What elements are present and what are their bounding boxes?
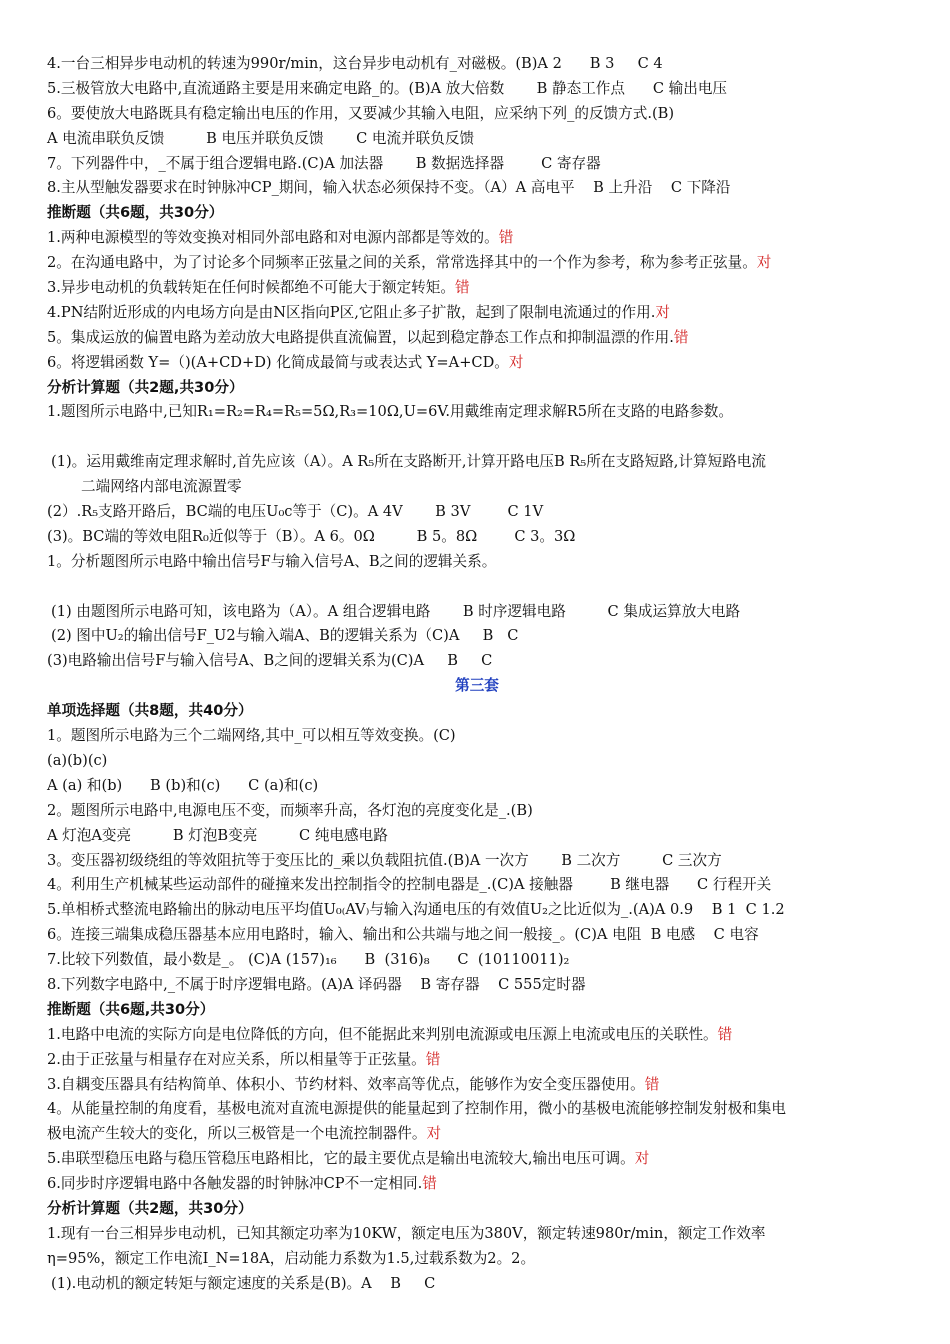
set-title [47, 674, 907, 699]
line-text: 5.三极管放大电路中,直流通路主要是用来确定电路_的。(B)A 放大倍数 B 静态工作点 C 输出电压 [47, 79, 728, 97]
section-heading [47, 376, 907, 401]
line-text: (3)。BC端的等效电阻R₀近似等于（B）。A 6。0Ω B 5。8Ω C 3。3Ω [47, 527, 576, 545]
text-line [47, 1122, 907, 1147]
text-line [47, 525, 907, 550]
section-heading [47, 201, 907, 226]
line-text: 1.电路中电流的实际方向是电位降低的方向，但不能据此来判别电流源或电压源上电流或电压的关联性。 [47, 1025, 718, 1043]
text-line [47, 450, 907, 475]
line-text: 5.串联型稳压电路与稳压管稳压电路相比，它的最主要优点是输出电流较大,输出电压可调。 [47, 1150, 635, 1168]
line-text: 4。利用生产机械某些运动部件的碰撞来发出控制指令的控制电器是_.(C)A 接触器 B 继电器 C 行程开关 [47, 876, 772, 894]
line-text: 8.下列数字电路中,_不属于时序逻辑电路。(A)A 译码器 B 寄存器 C 555定时器 [47, 975, 586, 993]
text-line [47, 226, 907, 251]
text-line [47, 873, 907, 898]
line-text: (2) 图中U₂的输出信号F_U2与输入端A、B的逻辑关系为（C)A B C [51, 627, 519, 645]
line-text: 6。将逻辑函数 Y=（)(A+CD+D) 化简成最简与或表达式 Y=A+CD。 [47, 353, 509, 371]
line-text: (3)电路输出信号F与输入信号A、B之间的逻辑关系为(C)A B C [47, 652, 493, 670]
text-line [47, 1222, 907, 1247]
section-heading [47, 1197, 907, 1222]
text-line [47, 749, 907, 774]
text-line [47, 1247, 907, 1272]
line-text: (1)。运用戴维南定理求解时,首先应该（A）。A R₅所在支路断开,计算开路电压B R₅所在支路短路,计算短路电流 [51, 453, 766, 471]
text-line [47, 475, 907, 500]
line-text: 4.一台三相异步电动机的转速为990r/min，这台异步电动机有_对磁极。(B)A 2 B 3 C 4 [47, 55, 663, 72]
line-text: 7.比较下列数值，最小数是_。 (C)A (157)₁₆ B (316)₈ C (10110011)₂ [47, 951, 570, 969]
line-text: A 灯泡A变亮 B 灯泡B变亮 C 纯电感电路 [47, 826, 388, 844]
line-text: 5。集成运放的偏置电路为差动放大电路提供直流偏置，以起到稳定静态工作点和抑制温漂的作用. [47, 328, 674, 346]
text-line [47, 550, 907, 575]
answer-mark: 错 [454, 279, 470, 297]
text-line [47, 1048, 907, 1073]
text-line [47, 799, 907, 824]
line-text: η=95%，额定工作电流I_N=18A，启动能力系数为1.5,过载系数为2。2。 [47, 1249, 536, 1267]
text-line [47, 500, 907, 525]
text-line [47, 127, 907, 152]
answer-mark: 错 [498, 229, 514, 247]
line-text: 6。连接三端集成稳压器基本应用电路时，输入、输出和公共端与地之间一般接_。(C)A 电阻 B 电感 C 电容 [47, 926, 759, 944]
answer-mark: 对 [426, 1125, 442, 1143]
line-text: 二端网络内部电流源置零 [81, 478, 242, 496]
line-text: 4。从能量控制的角度看，基极电流对直流电源提供的能量起到了控制作用，微小的基极电流能够控制发射极和集电 [47, 1100, 786, 1118]
text-line [47, 774, 907, 799]
line-text: 1.现有一台三相异步电动机，已知其额定功率为10KW，额定电压为380V，额定转速980r/min，额定工作效率 [47, 1224, 766, 1242]
text-line [47, 898, 907, 923]
line-text: 6.同步时序逻辑电路中各触发器的时钟脉冲CP不一定相同. [47, 1175, 423, 1193]
line-text: 2。题图所示电路中,电源电压不变，而频率升高，各灯泡的亮度变化是_.(B) [47, 801, 533, 819]
line-text: 1.题图所示电路中,已知R₁=R₂=R₄=R₅=5Ω,R₃=10Ω,U=6V.用戴维南定理求解R5所在支路的电路参数。 [47, 403, 733, 421]
line-text: 5.单相桥式整流电路输出的脉动电压平均值U₀₍AV₎与输入沟通电压的有效值U₂之比近似为_.(A)A 0.9 B 1 C 1.2 [47, 901, 785, 919]
text-line [47, 52, 907, 77]
line-text: (1) 由题图所示电路可知，该电路为（A）。A 组合逻辑电路 B 时序逻辑电路 C 集成运算放大电路 [51, 602, 741, 620]
text-line [47, 176, 907, 201]
text-line [47, 824, 907, 849]
line-text: 7。下列器件中，_不属于组合逻辑电路.(C)A 加法器 B 数据选择器 C 寄存器 [47, 154, 601, 172]
text-line [47, 1023, 907, 1048]
document-page [47, 52, 907, 1297]
answer-mark: 错 [425, 1050, 441, 1068]
line-text: A 电流串联负反馈 B 电压并联负反馈 C 电流并联负反馈 [47, 129, 475, 147]
text-line [47, 251, 907, 276]
text-line [47, 1147, 907, 1172]
text-line [47, 1172, 907, 1197]
line-text: A (a) 和(b) B (b)和(c) C (a)和(c) [47, 776, 319, 794]
line-text: 1。分析题图所示电路中输出信号F与输入信号A、B之间的逻辑关系。 [47, 552, 497, 570]
line-text: (1).电动机的额定转矩与额定速度的关系是(B)。A B C [51, 1274, 436, 1292]
figure-placeholder [47, 425, 907, 450]
text-line [47, 102, 907, 127]
line-text: (a)(b)(c) [47, 751, 108, 769]
line-text: 第三套 [455, 677, 499, 695]
line-text: (2）.R₅支路开路后，BC端的电压U₀c等于（C)。A 4V B 3V C 1V [47, 503, 544, 521]
text-line [47, 600, 907, 625]
answer-mark: 对 [756, 254, 772, 272]
answer-mark: 对 [655, 303, 670, 321]
line-text: 1。题图所示电路为三个二端网络,其中_可以相互等效变换。(C) [47, 727, 456, 745]
answer-mark: 错 [717, 1025, 733, 1043]
answer-mark: 错 [422, 1175, 437, 1193]
line-text: 8.主从型触发器要求在时钟脉冲CP_期间，输入状态必须保持不变。（A）A 高电平 B 上升沿 C 下降沿 [47, 179, 731, 197]
text-line [47, 1097, 907, 1122]
answer-mark: 错 [644, 1075, 660, 1093]
line-text: 6。要使放大电路既具有稳定输出电压的作用，又要减少其输入电阻，应采纳下列_的反馈方式.(B) [47, 104, 675, 122]
text-line [47, 923, 907, 948]
text-line [47, 326, 907, 351]
line-text: 单项选择题（共8题，共40分） [47, 702, 253, 720]
line-text: 3.异步电动机的负载转矩在任何时候都绝不可能大于额定转矩。 [47, 279, 455, 297]
text-line [47, 1073, 907, 1098]
text-line [47, 301, 907, 326]
line-text: 3。变压器初级绕组的等效阻抗等于变压比的_乘以负载阻抗值.(B)A 一次方 B 二次方 C 三次方 [47, 851, 722, 869]
line-text: 推断题（共6题,共30分） [47, 1000, 215, 1018]
text-line [47, 400, 907, 425]
answer-mark: 对 [634, 1150, 650, 1168]
text-line [47, 152, 907, 177]
line-text: 分析计算题（共2题,共30分） [47, 378, 244, 396]
text-line [47, 1272, 907, 1297]
text-line [47, 649, 907, 674]
line-text: 2.由于正弦量与相量存在对应关系，所以相量等于正弦量。 [47, 1050, 426, 1068]
text-line [47, 849, 907, 874]
figure-placeholder [47, 575, 907, 600]
section-heading [47, 699, 907, 724]
text-line [47, 724, 907, 749]
text-line [47, 276, 907, 301]
text-line [47, 77, 907, 102]
text-line [47, 351, 907, 376]
answer-mark: 错 [673, 328, 689, 346]
line-text: 4.PN结附近形成的内电场方向是由N区指向P区,它阻止多子扩散，起到了限制电流通过的作用. [47, 303, 656, 321]
section-heading [47, 998, 907, 1023]
line-text: 3.自耦变压器具有结构简单、体积小、节约材料、效率高等优点，能够作为安全变压器使用。 [47, 1075, 645, 1093]
line-text: 极电流产生较大的变化，所以三极管是一个电流控制器件。 [47, 1125, 427, 1143]
text-line [47, 948, 907, 973]
line-text: 分析计算题（共2题，共30分） [47, 1199, 253, 1217]
text-line [47, 973, 907, 998]
text-line [47, 624, 907, 649]
line-text: 推断题（共6题，共30分） [47, 204, 224, 222]
answer-mark: 对 [508, 353, 524, 371]
line-text: 1.两种电源模型的等效变换对相同外部电路和对电源内部都是等效的。 [47, 229, 499, 247]
line-text: 2。在沟通电路中，为了讨论多个同频率正弦量之间的关系，常常选择其中的一个作为参考，称为参考正弦量。 [47, 254, 757, 272]
